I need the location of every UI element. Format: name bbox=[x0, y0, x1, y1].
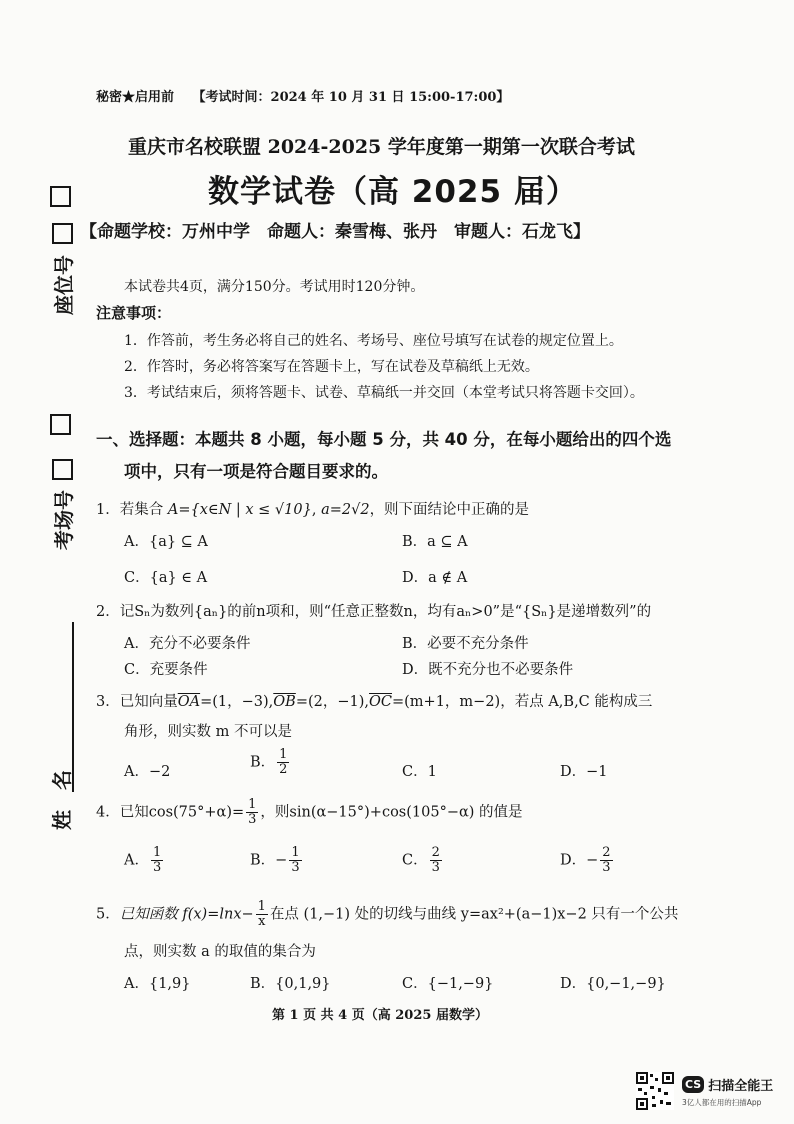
q1-option-b[interactable]: B．a ⊆ A bbox=[402, 534, 468, 550]
cs-badge-icon: CS bbox=[682, 1076, 704, 1093]
q1-option-c[interactable]: C．{a} ∈ A bbox=[124, 570, 208, 586]
question-5-cont: 点，则实数 a 的取值的集合为 bbox=[124, 944, 316, 960]
exam-title-line1: 重庆市名校联盟 2024-2025 学年度第一期第一次联合考试 bbox=[128, 136, 635, 158]
secret-label: 秘密★启用前 bbox=[96, 90, 175, 105]
question-5: 5．已知函数 f(x)=lnx− $\frac{1}{x}$ 在点 (1,−1) 处的切线与曲线 y=ax²+(a−1)x−2 只有一个公共 bbox=[96, 899, 679, 929]
q2-option-c[interactable]: C．充要条件 bbox=[124, 662, 208, 678]
exam-title-line2: 数学试卷（高 2025 届） bbox=[208, 174, 578, 210]
name-underline bbox=[72, 622, 74, 792]
notes-heading: 注意事项： bbox=[96, 304, 172, 322]
exam-title-line3: 【命题学校：万州中学 命题人：秦雪梅、张丹 审题人：石龙飞】 bbox=[80, 222, 590, 242]
question-1: 1．若集合 A={x∈N | x ≤ √10}, a=2√2，则下面结论中正确的是 bbox=[96, 502, 530, 518]
q4-option-d[interactable]: D．− $\frac{2}{3}$ bbox=[560, 845, 611, 875]
q4-option-a[interactable]: A． $\frac{1}{3}$ bbox=[124, 845, 162, 875]
room-boxes bbox=[50, 414, 74, 480]
question-2: 2．记Sₙ为数列{aₙ}的前n项和，则“任意正整数n，均有aₙ>0”是“{Sₙ}是递增数列”的 bbox=[96, 604, 652, 620]
room-number-label: 考场号 bbox=[52, 490, 76, 550]
q5-option-b[interactable]: B．{0,1,9} bbox=[250, 976, 331, 992]
q1-option-d[interactable]: D．a ∉ A bbox=[402, 570, 468, 586]
seat-number-label: 座位号 bbox=[52, 255, 76, 315]
section-heading-cont: 项中，只有一项是符合题目要求的。 bbox=[124, 462, 388, 481]
question-3-cont: 角形，则实数 m 不可以是 bbox=[124, 724, 292, 740]
intro-text: 本试卷共4页，满分150分。考试用时120分钟。 bbox=[124, 279, 425, 295]
q4-option-c[interactable]: C． $\frac{2}{3}$ bbox=[402, 845, 440, 875]
camscanner-logo bbox=[682, 1075, 773, 1108]
question-4: 4．已知cos(75°+α)= $\frac{1}{3}$ ，则sin(α−15°)+cos(105°−α) 的值是 bbox=[96, 797, 523, 827]
page-footer: 第 1 页 共 4 页（高 2025 届数学） bbox=[272, 1008, 488, 1023]
q3-option-a[interactable]: A．−2 bbox=[124, 764, 171, 780]
section-heading: 一、选择题：本题共 8 小题，每小题 5 分，共 40 分，在每小题给出的四个选 bbox=[96, 430, 672, 449]
q4-option-b[interactable]: B．− $\frac{1}{3}$ bbox=[250, 845, 300, 875]
name-label: 姓 名 bbox=[50, 770, 74, 830]
seat-boxes bbox=[50, 186, 74, 244]
note-item: 2．作答时，务必将答案写在答题卡上，写在试卷及草稿纸上无效。 bbox=[124, 359, 539, 375]
q5-option-c[interactable]: C．{−1,−9} bbox=[402, 976, 494, 992]
qr-code-icon bbox=[636, 1072, 674, 1110]
note-item: 3．考试结束后，须将答题卡、试卷、草稿纸一并交回（本堂考试只将答题卡交回）。 bbox=[124, 385, 644, 401]
q3-option-b[interactable]: B． $\frac{1}{2}$ bbox=[250, 747, 288, 777]
question-3: 3．已知向量$\overline{OA}=(1$，$-3),\overline{OB}=(2$，$-1),\overline{OC}=(m+1$，m−2)，若点 A,B,C 能构成三 bbox=[96, 694, 653, 710]
q3-option-d[interactable]: D．−1 bbox=[560, 764, 608, 780]
q3-option-c[interactable]: C．1 bbox=[402, 764, 437, 780]
q2-option-d[interactable]: D．既不充分也不必要条件 bbox=[402, 662, 574, 678]
q5-option-a[interactable]: A．{1,9} bbox=[124, 976, 191, 992]
q2-option-b[interactable]: B．必要不充分条件 bbox=[402, 636, 529, 652]
camscanner-subtitle: 3亿人都在用的扫描App bbox=[682, 1098, 762, 1107]
exam-time: 【考试时间：2024 年 10 月 31 日 15:00-17:00】 bbox=[192, 90, 510, 105]
q5-option-d[interactable]: D．{0,−1,−9} bbox=[560, 976, 666, 992]
q2-option-a[interactable]: A．充分不必要条件 bbox=[124, 636, 251, 652]
note-item: 1．作答前，考生务必将自己的姓名、考场号、座位号填写在试卷的规定位置上。 bbox=[124, 333, 623, 349]
camscanner-name: 扫描全能王 bbox=[708, 1079, 774, 1094]
q1-option-a[interactable]: A．{a} ⊆ A bbox=[124, 534, 208, 550]
